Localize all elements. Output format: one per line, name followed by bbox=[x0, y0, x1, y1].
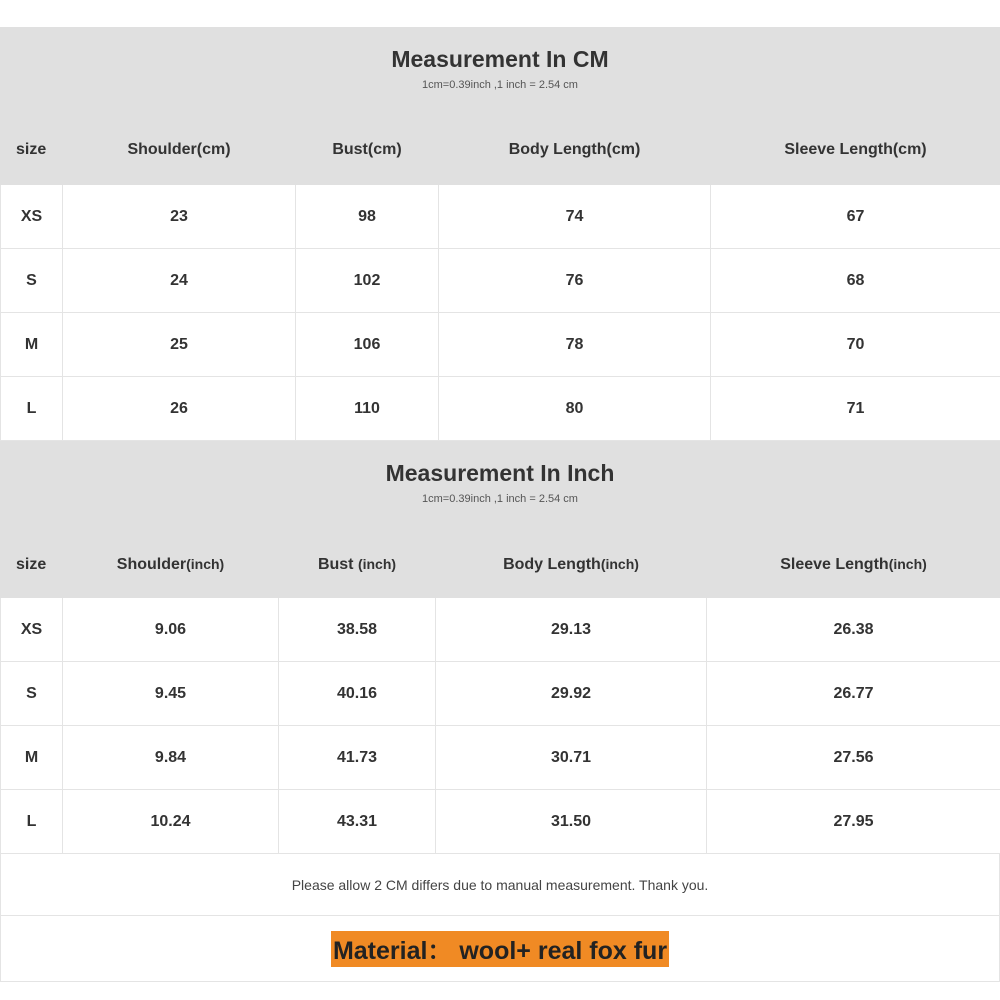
body-length-cell: 31.50 bbox=[436, 790, 707, 854]
inch-header-body-length-label: Body Length bbox=[503, 555, 601, 573]
inch-header-bust bbox=[279, 532, 436, 598]
size-cell: XS bbox=[1, 185, 63, 249]
size-cell: L bbox=[1, 377, 63, 441]
table-row bbox=[1, 726, 1000, 790]
inch-header-body-length-unit: (inch) bbox=[600, 555, 639, 572]
sleeve-length-cell: 67 bbox=[711, 185, 1000, 249]
bust-cell: 43.31 bbox=[279, 790, 436, 854]
sleeve-length-cell: 70 bbox=[711, 313, 1000, 377]
shoulder-cell: 23 bbox=[63, 185, 296, 249]
cm-header-size: size bbox=[1, 116, 63, 185]
bust-cell: 102 bbox=[296, 249, 439, 313]
shoulder-cell: 10.24 bbox=[63, 790, 279, 854]
size-chart bbox=[0, 27, 1000, 982]
bust-cell: 38.58 bbox=[279, 598, 436, 662]
body-length-cell: 78 bbox=[439, 313, 711, 377]
inch-header-bust-unit: (inch) bbox=[357, 555, 397, 572]
sleeve-length-cell: 26.38 bbox=[707, 598, 1000, 662]
bust-cell: 106 bbox=[296, 313, 439, 377]
shoulder-cell: 25 bbox=[63, 313, 296, 377]
size-cell: XS bbox=[1, 598, 63, 662]
bust-cell: 98 bbox=[296, 185, 439, 249]
cm-table bbox=[0, 115, 1000, 441]
material-row bbox=[0, 916, 1000, 982]
measurement-note: Please allow 2 CM differs due to manual measurement. Thank you. bbox=[291, 876, 709, 893]
size-cell: S bbox=[1, 249, 63, 313]
body-length-cell: 29.13 bbox=[436, 598, 707, 662]
cm-header-row bbox=[1, 116, 1000, 185]
inch-header-shoulder-unit: (inch) bbox=[186, 555, 225, 572]
inch-header-shoulder-label: Shoulder bbox=[116, 555, 187, 573]
cm-header-body-length: Body Length(cm) bbox=[439, 116, 711, 185]
inch-header-sleeve-length bbox=[707, 532, 1000, 598]
size-cell: L bbox=[1, 790, 63, 854]
sleeve-length-cell: 27.56 bbox=[707, 726, 1000, 790]
inch-title: Measurement In Inch bbox=[385, 460, 615, 486]
table-row bbox=[1, 377, 1000, 441]
material-label: Material： wool+ real fox fur bbox=[331, 931, 669, 967]
inch-header-sleeve-length-label: Sleeve Length bbox=[780, 555, 889, 573]
body-length-cell: 29.92 bbox=[436, 662, 707, 726]
inch-header-bust-label: Bust bbox=[317, 555, 358, 573]
shoulder-cell: 26 bbox=[63, 377, 296, 441]
sleeve-length-cell: 26.77 bbox=[707, 662, 1000, 726]
shoulder-cell: 9.45 bbox=[63, 662, 279, 726]
table-row bbox=[1, 662, 1000, 726]
size-cell: M bbox=[1, 726, 63, 790]
table-row bbox=[1, 313, 1000, 377]
inch-header-sleeve-length-unit: (inch) bbox=[888, 555, 927, 572]
inch-header-body-length bbox=[436, 532, 707, 598]
measurement-note-row bbox=[0, 854, 1000, 916]
cm-title-block bbox=[0, 27, 1000, 115]
body-length-cell: 76 bbox=[439, 249, 711, 313]
inch-header-size-label: size bbox=[16, 555, 47, 573]
cm-header-bust: Bust(cm) bbox=[296, 116, 439, 185]
body-length-cell: 74 bbox=[439, 185, 711, 249]
size-cell: S bbox=[1, 662, 63, 726]
shoulder-cell: 9.06 bbox=[63, 598, 279, 662]
inch-title-block bbox=[0, 441, 1000, 531]
bust-cell: 110 bbox=[296, 377, 439, 441]
sleeve-length-cell: 71 bbox=[711, 377, 1000, 441]
table-row bbox=[1, 598, 1000, 662]
bust-cell: 41.73 bbox=[279, 726, 436, 790]
inch-header-shoulder bbox=[63, 532, 279, 598]
inch-table bbox=[0, 531, 1000, 854]
cm-subtitle: 1cm=0.39inch ,1 inch = 2.54 cm bbox=[422, 79, 578, 91]
table-row bbox=[1, 249, 1000, 313]
inch-header-size bbox=[1, 532, 63, 598]
inch-subtitle: 1cm=0.39inch ,1 inch = 2.54 cm bbox=[422, 493, 578, 505]
cm-header-sleeve-length: Sleeve Length(cm) bbox=[711, 116, 1000, 185]
sleeve-length-cell: 27.95 bbox=[707, 790, 1000, 854]
shoulder-cell: 24 bbox=[63, 249, 296, 313]
cm-header-shoulder: Shoulder(cm) bbox=[63, 116, 296, 185]
shoulder-cell: 9.84 bbox=[63, 726, 279, 790]
bust-cell: 40.16 bbox=[279, 662, 436, 726]
inch-header-row bbox=[1, 532, 1000, 598]
table-row bbox=[1, 185, 1000, 249]
table-row bbox=[1, 790, 1000, 854]
body-length-cell: 30.71 bbox=[436, 726, 707, 790]
size-cell: M bbox=[1, 313, 63, 377]
cm-title: Measurement In CM bbox=[391, 46, 609, 72]
body-length-cell: 80 bbox=[439, 377, 711, 441]
sleeve-length-cell: 68 bbox=[711, 249, 1000, 313]
